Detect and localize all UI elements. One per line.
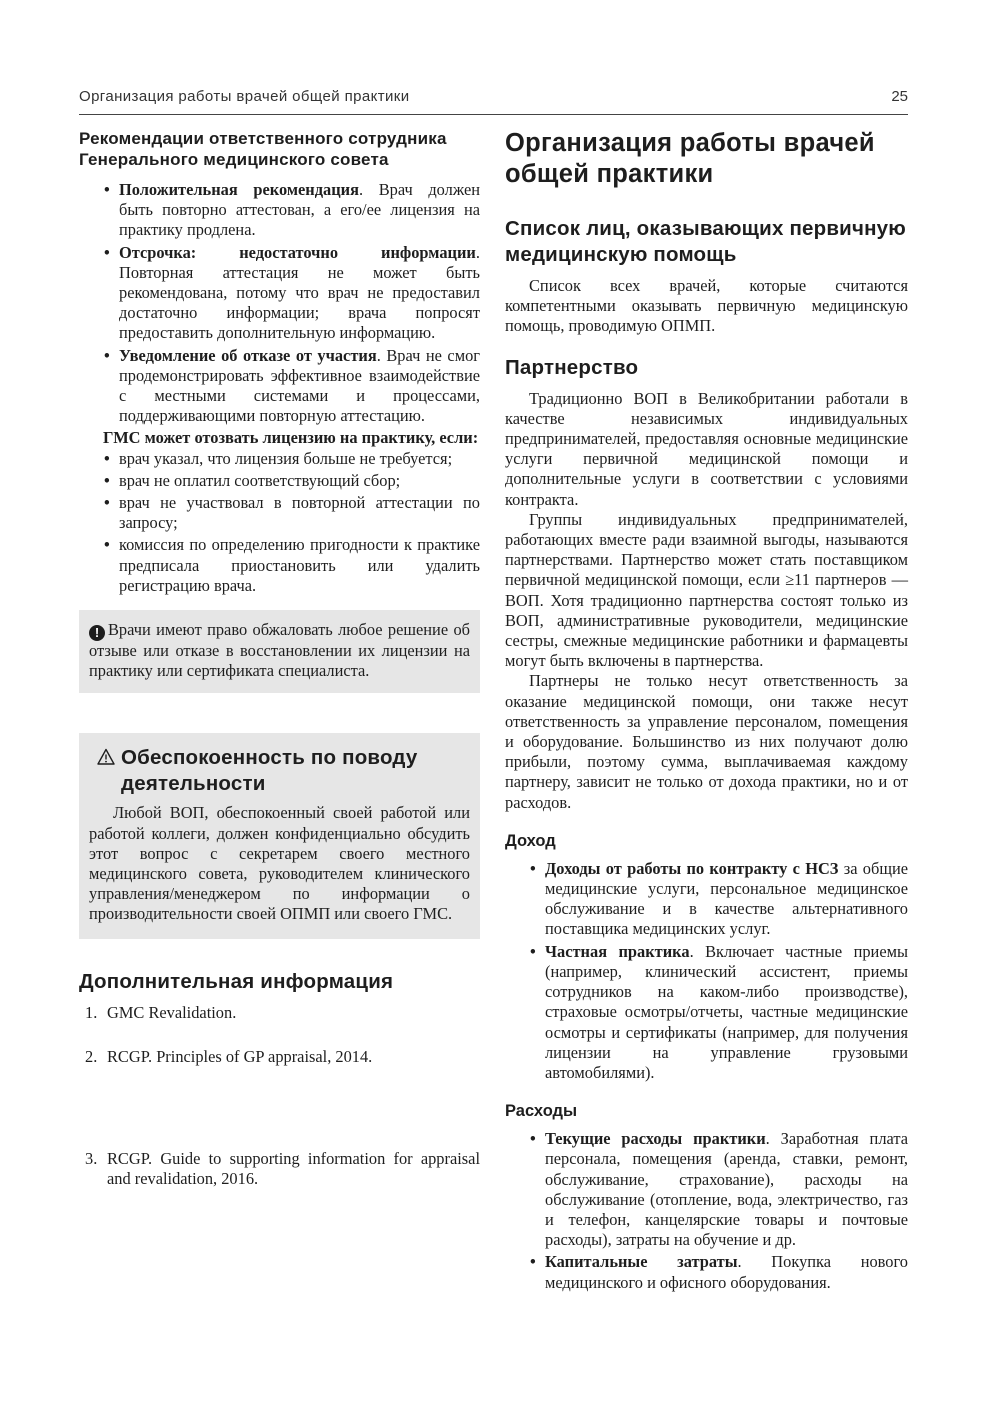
ref-number: 2. [85, 1046, 98, 1066]
income-heading: Доход [505, 831, 556, 850]
ref-number: 3. [85, 1149, 98, 1169]
rec-desc: . Врач должен быть повторно аттестован, а его/ее лицензия на практику продлена. [119, 180, 480, 240]
partnership-paragraph: Партнеры не только несут ответственность за оказание медицинской помощи, они также несут ответственность за управление персоналом, помещения и оборудование. Большинство из них получают долю прибыли, поэтому сумма, выплачиваемая каждому партнеру, зависит не только от дохода практики, но и от расходов. [505, 671, 908, 812]
note-text: Врачи имеют право обжаловать любое решение об отзыве или отказе в восстановлении их лицензии на практику или сертификата специалиста. [89, 620, 470, 681]
ref-number: 1. [85, 1002, 98, 1022]
income-term: Доходы от работы по контракту с НСЗ [545, 858, 839, 878]
rec-term: Положительная рекомендация [119, 180, 359, 199]
list-item [545, 942, 908, 1083]
concern-heading: Обеспокоенность по поводу деятельности [121, 746, 418, 796]
page-title: Организация работы врачей общей практики [505, 129, 875, 188]
list-item: • комиссия по определению пригодности к практике предписала приостановить или удалить регистрацию врача. [119, 535, 480, 596]
list-item [79, 1047, 480, 1067]
list-text: Список всех врачей, которые считаются компетентными оказывать первичную медицинскую помощь, проводимую ОПМП. [505, 276, 908, 336]
rec-term: Отсрочка: недостаточно информации [119, 242, 476, 262]
rec-term: Уведомление об отказе от участия [119, 345, 377, 365]
right-column [505, 128, 908, 1295]
list-item [545, 1252, 908, 1292]
income-desc: . Включает частные приемы (например, клинический ассистент, приемы сотрудников на каком-либо производстве), страховые осмотры/отчеты, частные медицинские осмотры и сертификаты (например, для получения лицензии на управление грузовыми автомобилями). [545, 941, 908, 1082]
list-item: • врач не оплатил соответствующий сбор; [119, 471, 480, 491]
concern-text: Любой ВОП, обеспокоенный своей работой или работой коллеги, должен конфиденциально обсудить этот вопрос с секретарем своего местного медицинского совета, руководителем клинического управления/менеджером по информации о производительности своей ОПМП или своего ГМС. [89, 803, 470, 924]
running-header [79, 86, 908, 115]
ref-text: GMC Revalidation. [107, 1002, 237, 1022]
partnership-paragraph: Традиционно ВОП в Великобритании работали в качестве независимых индивидуальных предпринимателей, предоставляя основные медицинские услуги первичной медицинской помощи и дополнительные услуги в соответствии с условиями контракта. [505, 388, 908, 509]
expenses-heading: Расходы [505, 1102, 578, 1121]
expense-term: Текущие расходы практики [545, 1129, 766, 1149]
list-item [545, 1129, 908, 1250]
concern-box [79, 733, 480, 938]
list-item [119, 243, 480, 344]
revoke-list [79, 449, 480, 596]
references-list [79, 1003, 480, 1190]
income-term: Частная практика [545, 941, 690, 961]
page-number: 25 [891, 88, 908, 105]
income-desc: за общие медицинские услуги, персональное медицинское обслуживание и в качестве альтернативного поставщика медицинских услуг. [545, 858, 909, 939]
partnership-heading: Партнерство [505, 355, 639, 379]
recommendations-list [79, 180, 480, 426]
rec-desc: . Врач не смог продемонстрировать эффективное взаимодействие с местными системами и процессами, поддерживающими повторную аттестацию. [119, 345, 480, 426]
list-item [79, 1003, 480, 1023]
list-item: • врач указал, что лицензия больше не требуется; [119, 449, 480, 469]
exclamation-icon: ! [89, 625, 105, 641]
expense-desc: . Покупка нового медицинского и офисного оборудования. [545, 1252, 908, 1292]
income-list [505, 859, 908, 1083]
list-item [119, 346, 480, 427]
running-title: Организация работы врачей общей практики [79, 88, 410, 105]
recommendations-heading: Рекомендации ответственного сотрудника Генерального медицинского совета [79, 129, 447, 169]
list-item [119, 180, 480, 241]
list-heading: Список лиц, оказывающих первичную медицинскую помощь [505, 217, 906, 266]
revoke-intro: ГМС может отозвать лицензию на практику, если: [103, 428, 479, 448]
expense-term: Капитальные затраты [545, 1252, 738, 1272]
expenses-list [505, 1129, 908, 1293]
warning-triangle-icon [97, 748, 115, 766]
list-item: • врач не участвовал в повторной аттестации по запросу; [119, 493, 480, 533]
partnership-paragraph: Группы индивидуальных предпринимателей, работающих вместе ради взаимной выгоды, называются партнерствами. Партнерство может стать поставщиком первичной медицинской помощи, если ≥11 партнеров — ВОП. Хотя традиционно партнерства состоят только из ВОП, административные руководители, медицинские сестры, смежные медицинские работники и фармацевты могут быть включены в партнерства. [505, 509, 908, 671]
ref-text: RCGP. Principles of GP appraisal, 2014. [107, 1046, 373, 1066]
list-item [545, 859, 908, 940]
list-item [79, 1149, 480, 1189]
ref-text: RCGP. Guide to supporting information for appraisal and revalidation, 2016. [107, 1149, 480, 1189]
rec-desc: . Повторная аттестация не может быть рекомендована, потому что врач не предоставил достаточно информации; врача попросят предоставить дополнительную информацию. [119, 242, 480, 343]
left-column [79, 128, 480, 1190]
expense-desc: . Заработная плата персонала, помещения (аренда, ставки, ремонт, обслуживание, страхование), расходы на обслуживание (отопление, вода, электричество, газ и телефон, канцелярские товары и почтовые расходы), затраты на обучение и др. [545, 1129, 908, 1250]
appeal-note [79, 610, 480, 693]
further-info-heading: Дополнительная информация [79, 969, 394, 993]
